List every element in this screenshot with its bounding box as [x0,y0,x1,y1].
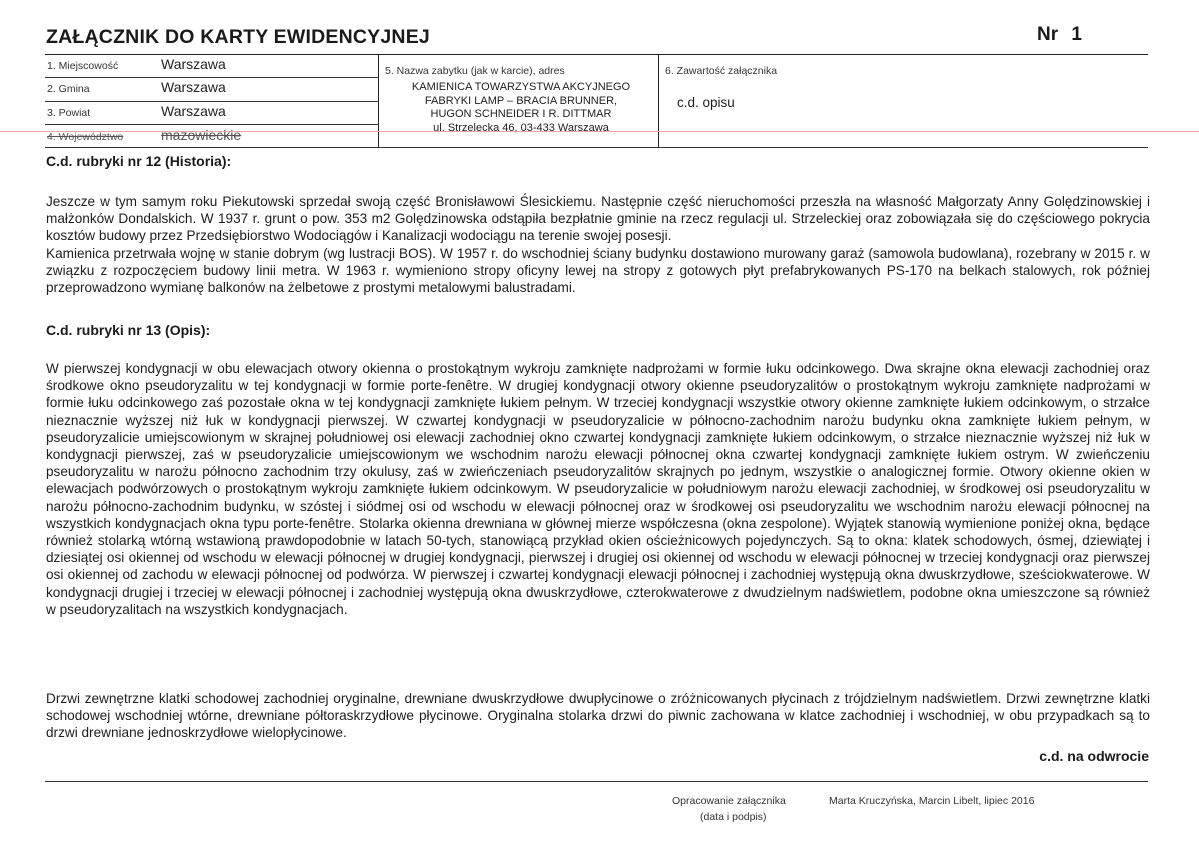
section-13-paragraph-2: Drzwi zewnętrzne klatki schodowej zachodniej oryginalne, drewniane dwuskrzydłowe dwupłycinowe o zróżnicowanych płycinach z trójdzielnym nadświetlem. Drzwi zewnętrzne klatki schodowej wschodniej wtórne, drewniane półtoraskrzydłowe płycinowe. Oryginalna stolarka drzwi do piwnic zachowana w klatce zachodniej i wschodniej, w obu przypadkach są to drzwi drewniane jednoskrzydłowe wielopłycinowe. [46,691,1150,741]
field-label-miejscowosc: 1. Miejscowość [47,60,119,72]
form-bottom-line [45,147,1148,148]
scan-margin-line [0,131,1199,132]
monument-name-line: FABRYKI LAMP – BRACIA BRUNNER, [424,94,618,107]
monument-name-line: HUGON SCHNEIDER I R. DITTMAR [430,108,612,120]
section-13-paragraph-1: W pierwszej kondygnacji w obu elewacjach otwory okienna o prostokątnym wykroju zamknięte nadprożami w formie łuku odcinkowego. Dwa skrajne okna elewacji zachodniej oraz środkowe okno pseudoryzalitu w tej kondygnacji w formie porte-fenêtre. W drugiej kondygnacji otwory okienne pseudoryzalitów o prostokątnym wykroju zamknięte nadprożami w formie łuku odcinkowego zaś pozostałe okna w tej kondygnacji zamknięte łukiem pełnym. W trzeciej kondygnacji wszystkie otwory okienne zamknięte łukiem odcinkowym, o strzałce nieznacznie wyższej niż łuk w kondygnacji pierwszej. W czwartej kondygnacji w pseudoryzalicie w północno-zachodnim narożu budynku okna zamknięte łukiem pełnym, w pseudoryzalicie umiejscowionym w skrajnej południowej osi elewacji zachodniej okno czwartej kondygnacji zamknięte łukiem odcinkowym, o strzałce nieznacznie wyższej niż łuk w kondygnacji pierwszej, zaś w pseudoryzalicie umiejscowionym we wschodnim narożu elewacji północnej okna czwartej kondygnacji zamknięte łukiem ostrym. W zwieńczeniu pseudoryzalitu w narożu północno zachodnim trzy okulusy, zaś w zwieńczeniach pseudoryzalitów skrajnych po jednym, wszystkie o analogicznej formie. Otwory okienne okien w elewacjach podwórzowych o prostokątnym wykroju zamknięte łukiem odcinkowym. W pseudoryzalicie w południowym narożu elewacji zachodniej, w środkowej osi pseudoryzalitu w narożu północno-zachodnim budynku, w szóstej i siódmej osi od wschodu w elewacji północnej oraz w środkowej osi pseudoryzalitu we wschodnim narożu elewacji północnej na wszystkich kondygnacjach okna typu porte-fenêtre. Stolarka okienna drewniana w głównej mierze współczesna (okna zespolone). Wyjątek stanowią wymienione poniżej okna, będące również stolarką wtórną wstawioną prawdopodobnie w latach 50-tych, stanowiącą przykład okien ościeżnicowych pojedynczych. Są to okna: klatek schodowych, ósmej, dziewiątej i dziesiątej osi okiennej od wschodu w elewacji północnej w drugiej kondygnacji, pierwszej i drugiej osi okiennej od wschodu w elewacji północnej w trzeciej kondygnacji oraz pierwszej osi okiennej od zachodu w elewacji północnej od podwórza. W pierwszej i czwartej kondygnacji elewacji północnej i zachodniej występują okna dwuskrzydłowe, sześciokwaterowe. W kondygnacji drugiej i trzeciej w elewacji północnej i zachodniej występują okna dwuskrzydłowe, czterokwaterowe z dwudzielnym nadświetlem, podobne okna umieszczone są również w pseudoryzalitach na wszystkich kondygnacjach. [46,361,1150,617]
section-12-paragraph-2: Kamienica przetrwała wojnę w stanie dobrym (wg lustracji BOS). W 1957 r. do wschodniej ściany budynku dostawiono murowany garaż (samowola budowlana), rozebrany w 2015 r. w związku z rozpoczęciem budowy linii metra. W 1963 r. wymieniono stropy oficyny lewej na stropy z gotowych płyt prefabrykowanych PS-170 na belkach stalowych, rok później przeprowadzono wymianę balkonów na żelbetowe z prostymi metalowymi balustradami. [46,246,1150,296]
section-12-heading: C.d. rubryki nr 12 (Historia): [46,153,232,169]
date-signature-label: (data i podpis) [700,811,767,823]
form-divider [378,55,379,147]
field-label-zawartosc: 6. Zawartość załącznika [665,65,778,77]
prepared-by-label: Opracowanie załącznika [672,795,786,807]
field-value-gmina: Warszawa [161,79,226,95]
form-row-line [45,77,378,78]
monument-name-line: KAMIENICA TOWARZYSTWA AKCYJNEGO [411,81,631,93]
attachment-number: Nr 1 [1037,24,1082,45]
field-value-zawartosc: c.d. opisu [677,95,735,110]
form-row-line [45,101,378,102]
field-label-gmina: 2. Gmina [47,83,90,95]
field-value-wojewodztwo: mazowieckie [161,127,242,143]
form-row-line [45,124,378,125]
header-form [45,54,1148,147]
prepared-by-value: Marta Kruczyńska, Marcin Libelt, lipiec 2016 [829,795,1035,807]
field-value-miejscowosc: Warszawa [161,56,226,72]
field-label-powiat: 3. Powiat [47,107,91,119]
field-value-powiat: Warszawa [161,103,226,119]
section-12-paragraph-1: Jeszcze w tym samym roku Piekutowski sprzedał swoją część Bronisławowi Ślesickiemu. Następnie część nieruchomości przeszła na własność Małgorzaty Anny Golędzinowskiej i małżonków Dondalskich. W 1937 r. grunt o pow. 353 m2 Golędzinowska odstąpiła bezpłatnie gminie na rzecz regulacji ul. Strzeleckiej oraz zobowiązała się do częściowego pokrycia kosztów budowy przez Przedsiębiorstwo Wodociągów i Kanalizacji wodociągu na terenie swojej posesji. [46,194,1150,244]
section-13-heading: C.d. rubryki nr 13 (Opis): [46,322,211,338]
field-label-wojewodztwo: 4. Województwo [47,131,124,143]
field-label-nazwa-zabytku: 5. Nazwa zabytku (jak w karcie), adres [385,65,565,77]
continuation-note: c.d. na odwrocie [1039,748,1149,764]
field-value-nazwa-zabytku [381,81,661,135]
document-title: ZAŁĄCZNIK DO KARTY EWIDENCYJNEJ [46,26,430,48]
monument-address: ul. Strzelecka 46, 03-433 Warszawa [433,121,609,134]
footer-divider [45,781,1148,782]
